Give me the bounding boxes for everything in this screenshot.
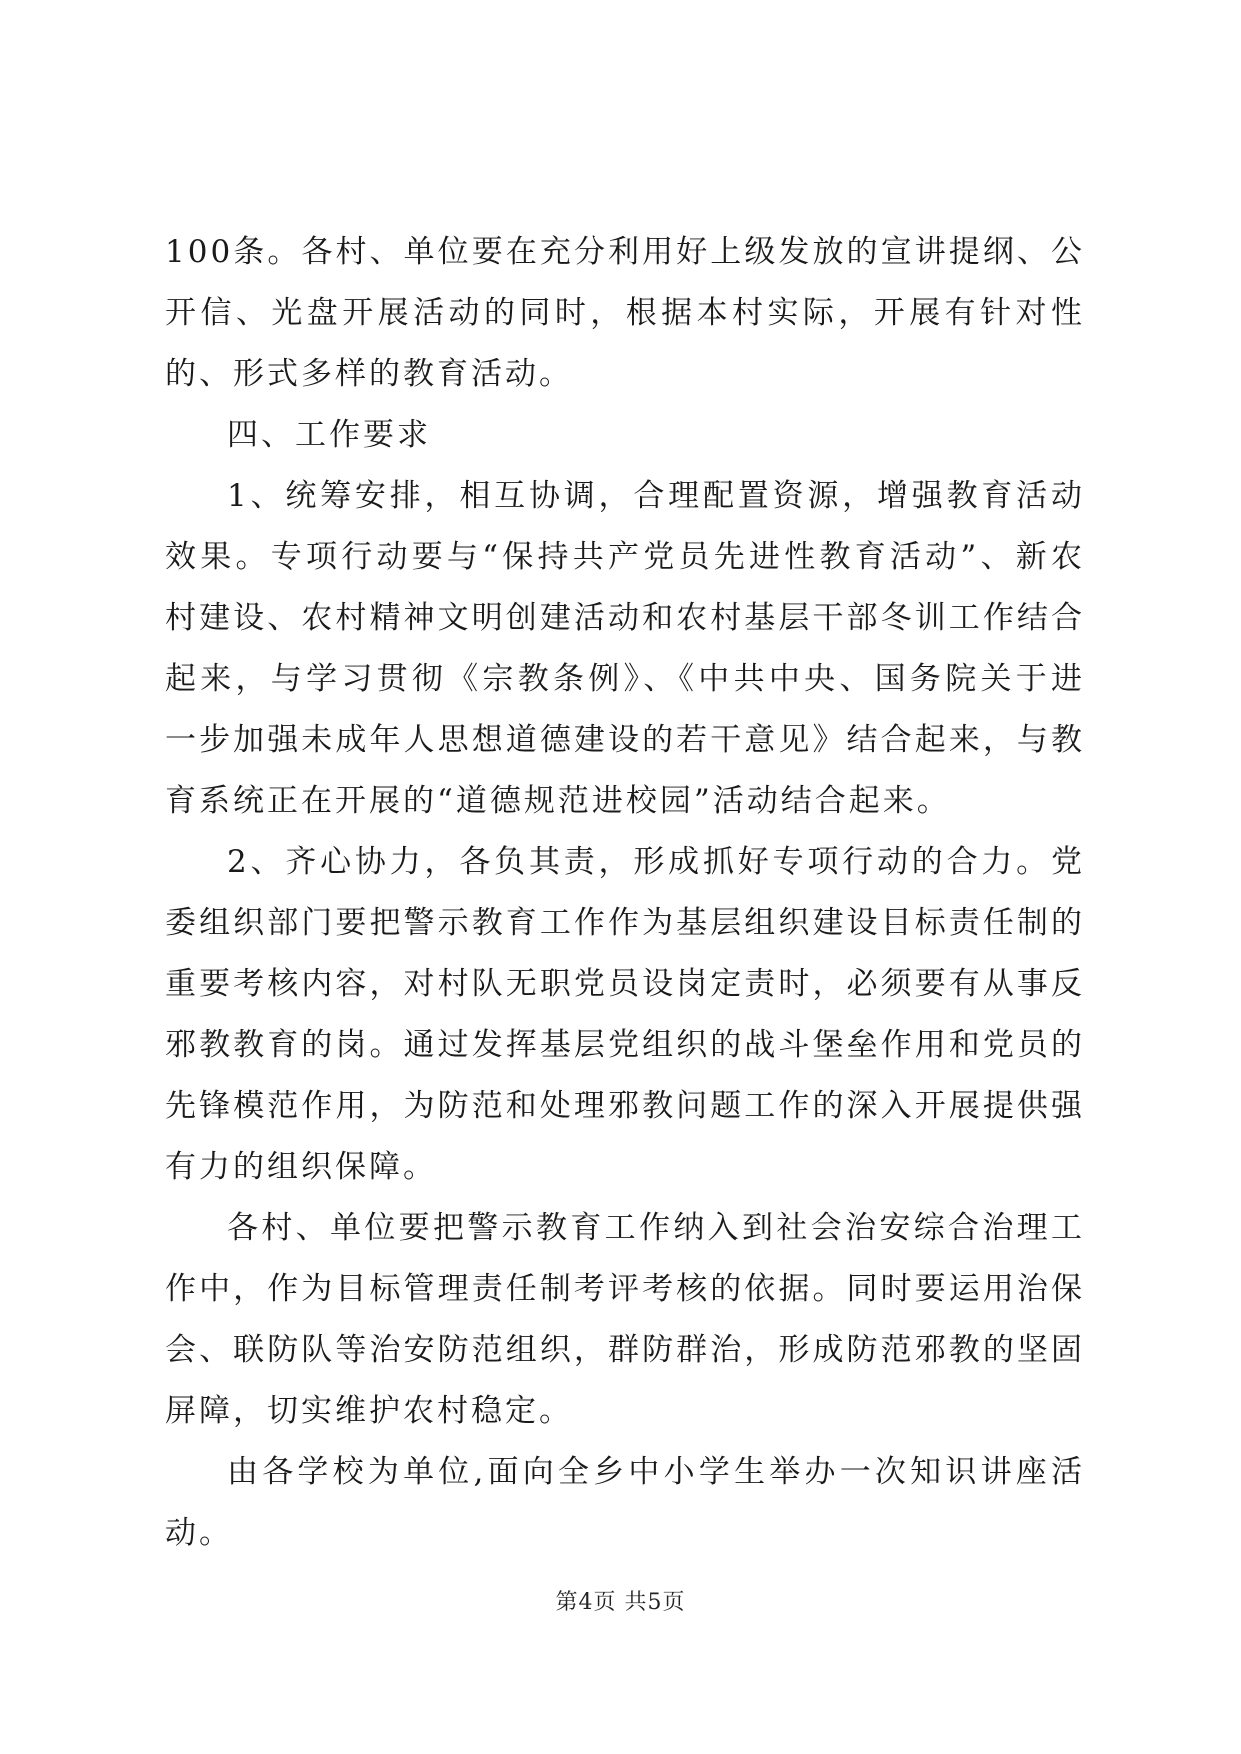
paragraph-schools: 由各学校为单位,面向全乡中小学生举办一次知识讲座活动。 bbox=[165, 1454, 1085, 1551]
paragraph-requirement-1: 1、统筹安排，相互协调，合理配置资源，增强教育活动效果。专项行动要与“保持共产党员先进性教育活动”、新农村建设、农村精神文明创建活动和农村基层干部冬训工作结合起来，与学习贯彻《宗教条例》、《中共中央、国务院关于进一步加强未成年人思想道德建设的若干意见》结合起来，与教育系统正在开展的“道德规范进校园”活动结合起来。 bbox=[165, 478, 1085, 819]
paragraph-requirement-2: 2、齐心协力，各负其责，形成抓好专项行动的合力。党委组织部门要把警示教育工作作为基层组织建设目标责任制的重要考核内容，对村队无职党员设岗定责时，必须要有从事反邪教教育的岗。通过发挥基层党组织的战斗堡垒作用和党员的先锋模范作用，为防范和处理邪教问题工作的深入开展提供强有力的组织保障。 bbox=[165, 844, 1085, 1185]
paragraph-continuation: 100条。各村、单位要在充分利用好上级发放的宣讲提纲、公开信、光盘开展活动的同时，根据本村实际，开展有针对性的、形式多样的教育活动。 bbox=[165, 234, 1085, 392]
document-body bbox=[165, 222, 1085, 1564]
paragraph-villages: 各村、单位要把警示教育工作纳入到社会治安综合治理工作中，作为目标管理责任制考评考核的依据。同时要运用治保会、联防队等治安防范组织，群防群治，形成防范邪教的坚固屏障，切实维护农村稳定。 bbox=[165, 1210, 1085, 1429]
section-heading: 四、工作要求 bbox=[227, 417, 431, 453]
page-number-footer: 第4页 共5页 bbox=[555, 1590, 686, 1615]
